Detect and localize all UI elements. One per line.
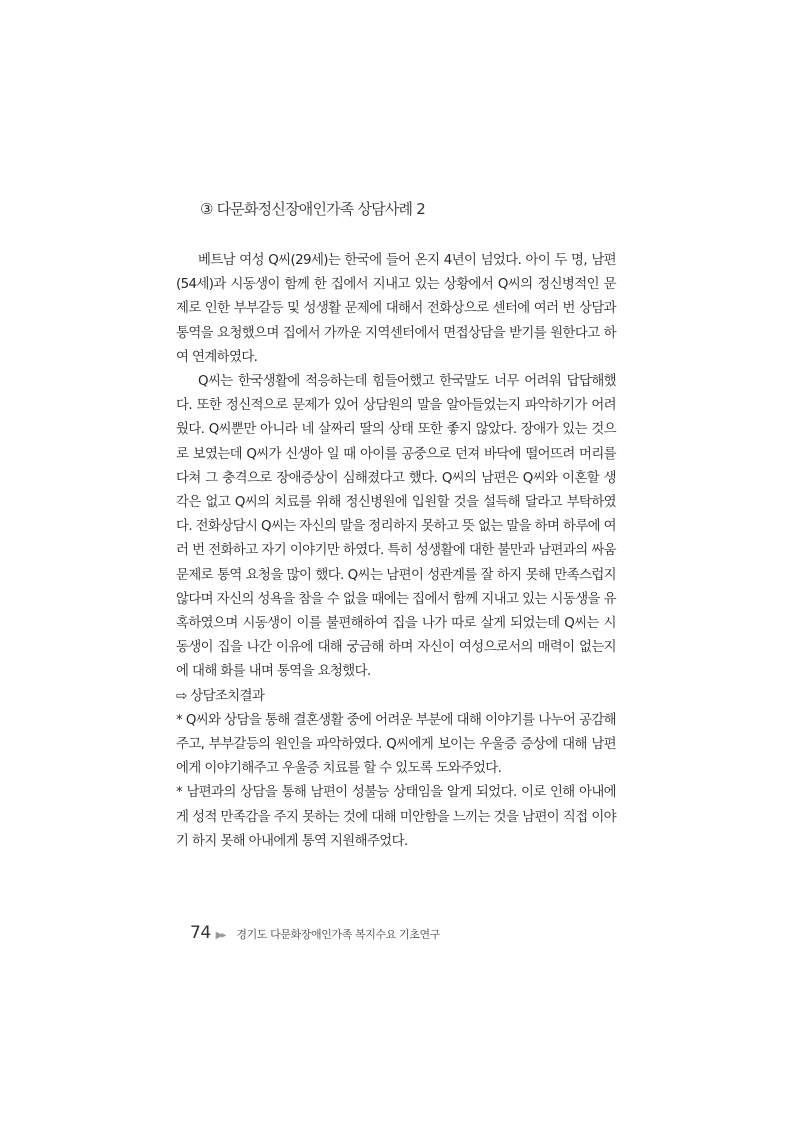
case-paragraph-1: 베트남 여성 Q씨(29세)는 한국에 들어 온지 4년이 넘었다. 아이 두 명, 남편(54세)과 시동생이 함께 한 집에서 지내고 있는 상황에서 Q씨의 정신병적인 문제로 인한 부부갈등 및 성생활 문제에 대해서 전화상으로 센터에 여러 번 상담과 통역을 요청했으며 집에서 가까운 지역센터에서 면접상담을 받기를 원한다고 하여 연계하였다. xyxy=(176,253,616,365)
page-footer xyxy=(190,923,440,943)
running-title: 경기도 다문화장애인가족 복지수요 기초연구 xyxy=(236,928,440,941)
result-heading: ⇨ 상담조치결과 xyxy=(176,688,265,704)
case-body xyxy=(176,249,616,854)
section-title: ③ 다문화정신장애인가족 상담사례 2 xyxy=(200,200,425,218)
page-number: 74 xyxy=(190,923,211,943)
result-item-2: * 남편과의 상담을 통해 남편이 성불능 상태임을 알게 되었다. 이로 인해 아내에게 성적 만족감을 주지 못하는 것에 대해 미안함을 느끼는 것을 남편이 직접 이야기 하지 못해 아내에게 통역 지원해주었다. xyxy=(176,785,616,849)
case-paragraph-2: Q씨는 한국생활에 적응하는데 힘들어했고 한국말도 너무 어려워 답답해했다. 또한 정신적으로 문제가 있어 상담원의 말을 알아들었는지 파악하기가 어려웠다. Q씨뿐만 아니라 네 살짜리 딸의 상태 또한 좋지 않았다. 장애가 있는 것으로 보였는데 Q씨가 신생아 일 때 아이를 공중으로 던져 바닥에 떨어뜨려 머리를 다쳐 그 충격으로 장애증상이 심해졌다고 했다. Q씨의 남편은 Q씨와 이혼할 생각은 없고 Q씨의 치료를 위해 정신병원에 입원할 것을 설득해 달라고 부탁하였다. 전화상담시 Q씨는 자신의 말을 정리하지 못하고 뜻 없는 말을 하며 하루에 여러 번 전화하고 자기 이야기만 하였다. 특히 성생활에 대한 불만과 남편과의 싸움 문제로 통역 요청을 많이 했다. Q씨는 남편이 성관계를 잘 하지 못해 만족스럽지 않다며 자신의 성욕을 참을 수 없을 때에는 집에서 함께 지내고 있는 시동생을 유혹하였으며 시동생이 이를 불편해하여 집을 나가 따로 살게 되었는데 Q씨는 시동생이 집을 나간 이유에 대해 궁금해 하며 자신이 여성으로서의 매력이 없는지에 대해 화를 내며 통역을 요청했다. xyxy=(176,374,616,680)
footer-arrow-icon: ▶▸ xyxy=(215,930,225,941)
result-item-1: * Q씨와 상담을 통해 결혼생활 중에 어려운 부분에 대해 이야기를 나누어 공감해주고, 부부갈등의 원인을 파악하였다. Q씨에게 보이는 우울증 증상에 대해 남편에게 이야기해주고 우울증 치료를 할 수 있도록 도와주었다. xyxy=(176,712,616,777)
